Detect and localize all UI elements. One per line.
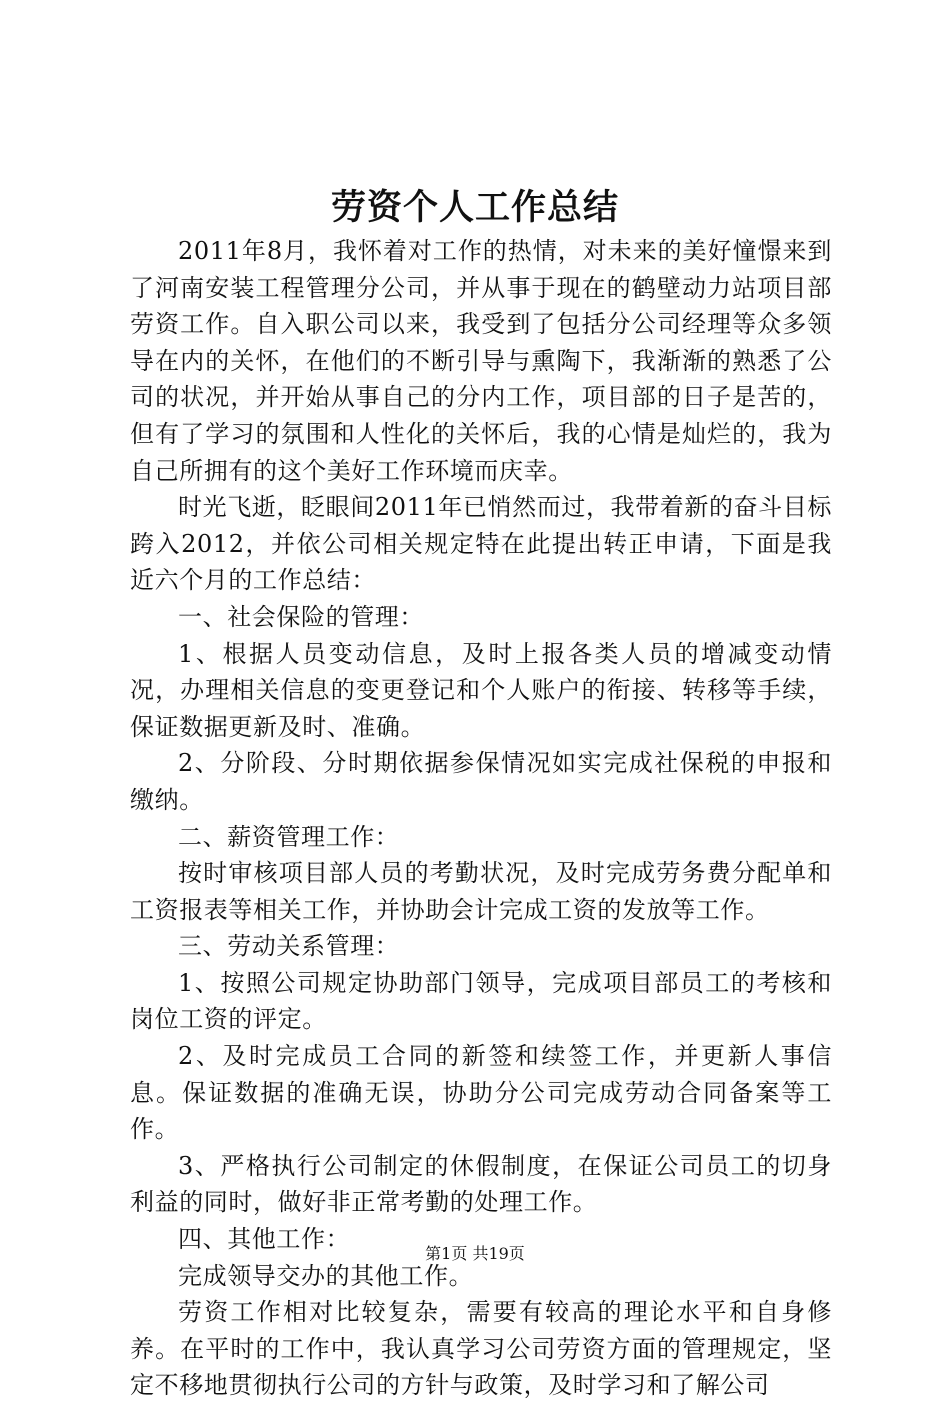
paragraph-closing: 劳资工作相对比较复杂，需要有较高的理论水平和自身修养。在平时的工作中，我认真学习公司劳资方面的管理规定，坚定不移地贯彻执行公司的方针与政策，及时学习和了解公司 (130, 1298, 832, 1400)
page-number-footer: 第1页 共19页 (425, 1244, 525, 1263)
paragraph-transition: 时光飞逝，眨眼间2011年已悄然而过，我带着新的奋斗目标跨入2012，并依公司相关规定特在此提出转正申请，下面是我近六个月的工作总结： (130, 493, 832, 595)
section-heading-labor-relations: 三、劳动关系管理： (178, 932, 400, 961)
paragraph-labor-relations-1: 1、按照公司规定协助部门领导，完成项目部员工的考核和岗位工资的评定。 (130, 968, 832, 1034)
section-heading-social-insurance: 一、社会保险的管理： (178, 602, 424, 631)
paragraph-intro: 2011年8月，我怀着对工作的热情，对未来的美好憧憬来到了河南安装工程管理分公司，并从事于现在的鹤壁动力站项目部劳资工作。自入职公司以来，我受到了包括分公司经理等众多领导在内的关怀，在他们的不断引导与熏陶下，我渐渐的熟悉了公司的状况，并开始从事自己的分内工作，项目部的日子是苦的，但有了学习的氛围和人性化的关怀后，我的心情是灿烂的，我为自己所拥有的这个美好工作环境而庆幸。 (130, 237, 832, 485)
paragraph-labor-relations-3: 3、严格执行公司制定的休假制度，在保证公司员工的切身利益的同时，做好非正常考勤的处理工作。 (130, 1151, 832, 1217)
paragraph-social-insurance-1: 1、根据人员变动信息，及时上报各类人员的增减变动情况，办理相关信息的变更登记和个人账户的衔接、转移等手续，保证数据更新及时、准确。 (130, 639, 832, 741)
paragraph-salary: 按时审核项目部人员的考勤状况，及时完成劳务费分配单和工资报表等相关工作，并协助会计完成工资的发放等工作。 (130, 859, 832, 924)
section-heading-salary: 二、薪资管理工作： (178, 822, 400, 851)
paragraph-labor-relations-2: 2、及时完成员工合同的新签和续签工作，并更新人事信息。保证数据的准确无误，协助分公司完成劳动合同备案等工作。 (130, 1042, 832, 1144)
paragraph-other: 完成领导交办的其他工作。 (178, 1261, 474, 1290)
paragraph-social-insurance-2: 2、分阶段、分时期依据参保情况如实完成社保税的申报和缴纳。 (130, 749, 832, 814)
document-body (130, 233, 832, 1404)
document-title: 劳资个人工作总结 (330, 187, 619, 228)
section-heading-other: 四、其他工作： (178, 1225, 351, 1254)
